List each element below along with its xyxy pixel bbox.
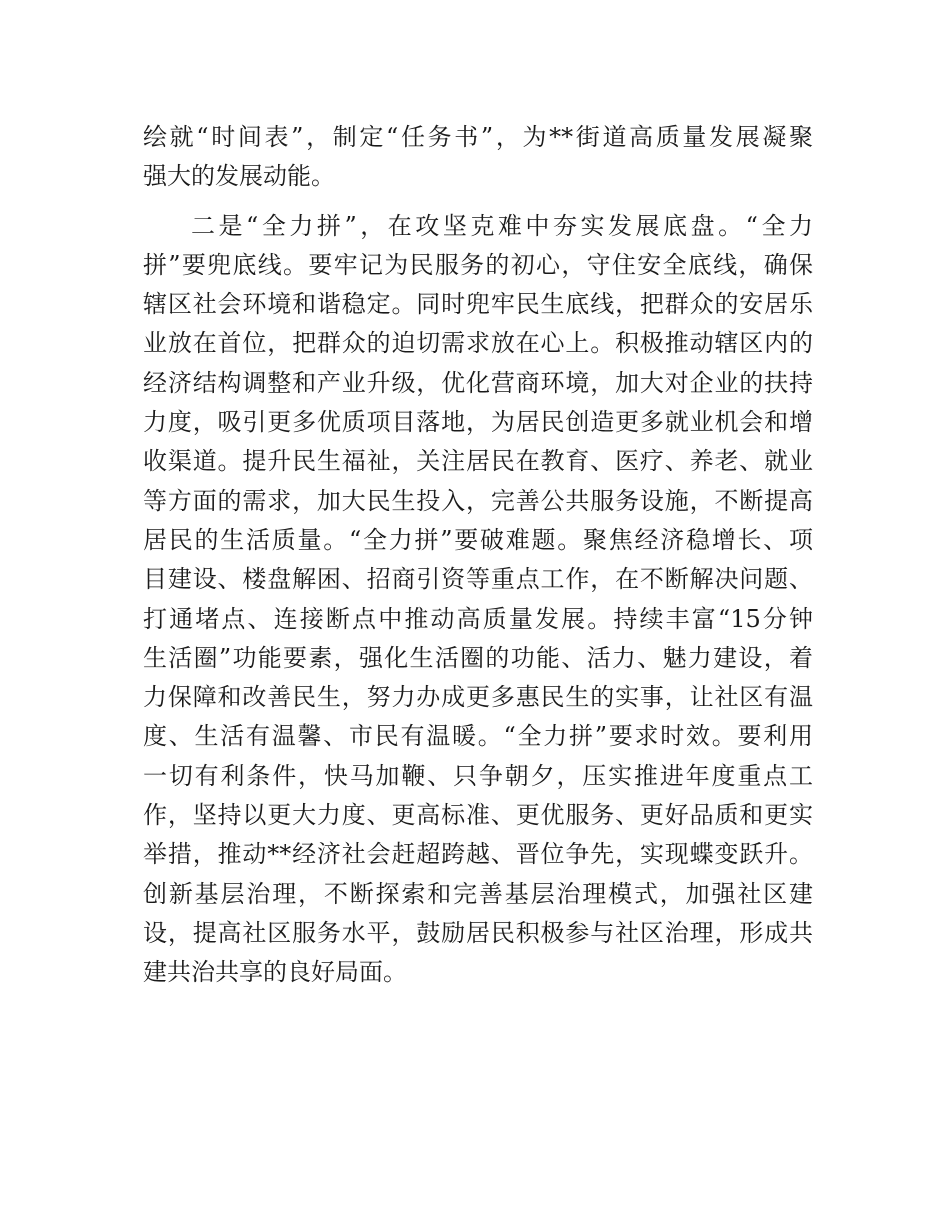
text-line: 一切有利条件，快马加鞭、只争朝夕，压实推进年度重点工: [143, 761, 813, 790]
text-line: 打通堵点、连接断点中推动高质量发展。持续丰富“15分钟: [143, 604, 813, 633]
text-line: 居民的生活质量。“全力拼”要破难题。聚焦经济稳增长、项: [143, 525, 813, 554]
text-line: 业放在首位，把群众的迫切需求放在心上。积极推动辖区内的: [143, 329, 813, 358]
text-line: 二是“全力拼”，在攻坚克难中夯实发展底盘。“全力: [191, 211, 813, 240]
text-line: 设，提高社区服务水平，鼓励居民积极参与社区治理，形成共: [143, 918, 813, 947]
text-line: 强大的发展动能。: [143, 162, 335, 191]
text-line: 等方面的需求，加大民生投入，完善公共服务设施，不断提高: [143, 486, 813, 515]
text-line: 拼”要兜底线。要牢记为民服务的初心，守住安全底线，确保: [143, 250, 813, 279]
text-line: 力保障和改善民生，努力办成更多惠民生的实事，让社区有温: [143, 683, 813, 712]
paragraph-spacing: [143, 197, 813, 207]
text-line: 绘就“时间表”，制定“任务书”，为**街道高质量发展凝聚: [143, 123, 813, 151]
text-line: 经济结构调整和产业升级，优化营商环境，加大对企业的扶持: [143, 368, 813, 397]
text-line: 举措，推动**经济社会赶超跨越、晋位争先，实现蝶变跃升。: [143, 840, 813, 869]
paragraph-2: [143, 207, 813, 993]
text-line: 生活圈”功能要素，强化生活圈的功能、活力、魅力建设，着: [143, 643, 813, 672]
text-line: 力度，吸引更多优质项目落地，为居民创造更多就业机会和增: [143, 408, 813, 437]
document-body: [143, 118, 813, 993]
text-line: 收渠道。提升民生福祉，关注居民在教育、医疗、养老、就业: [143, 447, 813, 476]
text-line: 目建设、楼盘解困、招商引资等重点工作，在不断解决问题、: [143, 565, 813, 594]
text-line: 辖区社会环境和谐稳定。同时兜牢民生底线，把群众的安居乐: [143, 290, 813, 319]
text-line: 度、生活有温馨、市民有温暖。“全力拼”要求时效。要利用: [143, 722, 813, 751]
text-line: 建共治共享的良好局面。: [143, 958, 407, 987]
text-line: 作，坚持以更大力度、更高标准、更优服务、更好品质和更实: [143, 801, 813, 830]
text-line: 创新基层治理，不断探索和完善基层治理模式，加强社区建: [143, 879, 813, 908]
paragraph-1: [143, 118, 813, 197]
